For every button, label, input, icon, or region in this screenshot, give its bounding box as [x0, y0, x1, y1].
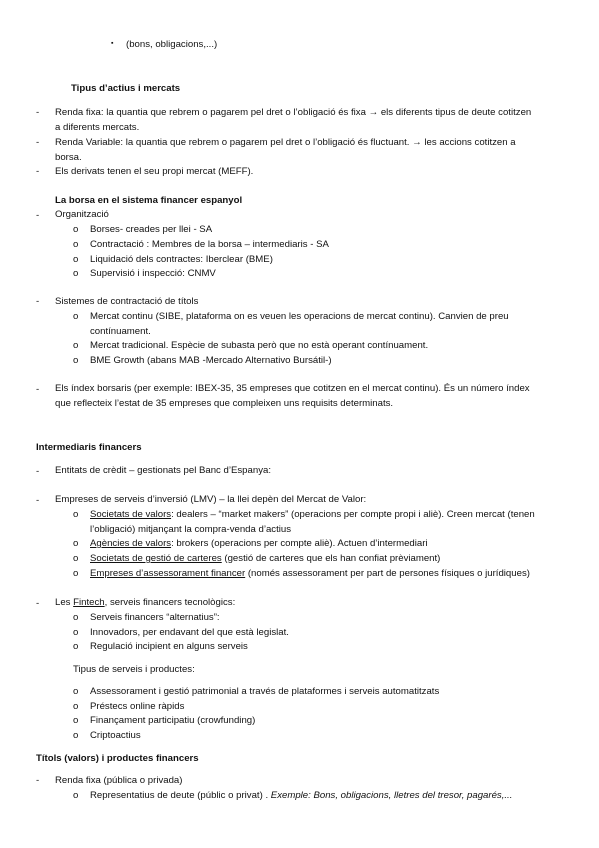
circle-bullet-icon: o — [73, 553, 79, 564]
dash-marker: - — [36, 166, 40, 177]
list-item-mercat-continu-cont: contínuament. — [90, 326, 151, 337]
definition: : brokers (operacions per compte aliè). Actuen d’intermediari — [171, 538, 428, 549]
dash-marker: - — [36, 296, 40, 307]
list-item-bme-growth: BME Growth (abans MAB -Mercado Alternativo Bursátil-) — [90, 355, 332, 366]
list-item-societats-valors — [90, 509, 535, 521]
list-item-gestio-carteres — [90, 553, 440, 565]
section-heading-actius: Tipus d’actius i mercats — [71, 83, 181, 94]
term-agencies-valors: Agències de valors — [90, 538, 172, 549]
list-item: Assessorament i gestió patrimonial a través de plataformes i serveis automatitzats — [90, 686, 440, 697]
list-item-renda-variable-cont: borsa. — [55, 152, 82, 163]
circle-bullet-icon: o — [73, 701, 79, 712]
definition: (gestió de carteres que els han confiat prèviament) — [221, 553, 441, 564]
list-item-renda-fixa-cont: a diferents mercats. — [55, 122, 140, 133]
list-item-assessorament — [90, 568, 530, 580]
dash-marker: - — [36, 137, 40, 148]
list-item-deute — [90, 790, 512, 802]
list-item: Borses- creades per llei - SA — [90, 224, 213, 235]
square-bullet-icon: ▪ — [111, 40, 114, 47]
list-item-renda-fixa: Renda fixa: la quantia que rebrem o pagarem pel dret o l’obligació és fixa → els diferents tipus de deute cotitzen — [55, 107, 532, 118]
circle-bullet-icon: o — [73, 254, 79, 265]
term-gestio-carteres: Societats de gestió de carteres — [90, 553, 222, 564]
circle-bullet-icon: o — [73, 268, 79, 279]
list-item-renda-variable: Renda Variable: la quantia que rebrem o pagarem pel dret o l’obligació és fluctuant. → les accions cotitzen a — [55, 137, 516, 148]
circle-bullet-icon: o — [73, 730, 79, 741]
list-item-index: Els índex borsaris (per exemple: IBEX-35, 35 empreses que cotitzen en el mercat continu). És un número índex — [55, 383, 530, 394]
circle-bullet-icon: o — [73, 568, 79, 579]
circle-bullet-icon: o — [73, 715, 79, 726]
list-item-mercat-continu: Mercat continu (SIBE, plataforma on es veuen les operacions de mercat continu). Canvien de preu — [90, 311, 509, 322]
circle-bullet-icon: o — [73, 509, 79, 520]
services-label: Tipus de serveis i productes: — [73, 664, 195, 675]
list-item-index-cont: que reflecteix l’estat de 35 empreses que compleixen uns requisits determinats. — [55, 398, 394, 409]
list-item: Contractació : Membres de la borsa – intermediaris - SA — [90, 239, 329, 250]
circle-bullet-icon: o — [73, 355, 79, 366]
term-assessorament: Empreses d’assessorament financer — [90, 568, 246, 579]
circle-bullet-icon: o — [73, 686, 79, 697]
dash-marker: - — [36, 210, 40, 221]
list-item-societats-valors-cont: l’obligació) mitjançant la compra-venda d’actius — [90, 524, 292, 535]
list-item-agencies-valors — [90, 538, 428, 550]
fintech-prefix: Les — [55, 597, 74, 608]
list-item: Liquidació dels contractes: Iberclear (BME) — [90, 254, 273, 265]
dash-marker: - — [36, 495, 40, 506]
deute-text: Representatius de deute (públic o privat) . — [90, 790, 271, 801]
term-societats-valors: Societats de valors — [90, 509, 172, 520]
circle-bullet-icon: o — [73, 627, 79, 638]
section-heading-intermediaris: Intermediaris financers — [36, 442, 142, 453]
section-heading-titols: Títols (valors) i productes financers — [36, 753, 199, 764]
dash-marker: - — [36, 384, 40, 395]
list-item: Supervisió i inspecció: CNMV — [90, 268, 216, 279]
fintech-rest: , serveis financers tecnològics: — [104, 597, 236, 608]
list-item: Préstecs online ràpids — [90, 701, 185, 712]
list-item-renda-fixa-titols: Renda fixa (pública o privada) — [55, 775, 183, 786]
section-heading-borsa: La borsa en el sistema financer espanyol — [55, 195, 243, 206]
circle-bullet-icon: o — [73, 641, 79, 652]
list-item-esi: Empreses de serveis d’inversió (LMV) – la llei depèn del Mercat de Valor: — [55, 494, 367, 505]
list-item: Serveis financers “alternatius”: — [90, 612, 220, 623]
list-item: Regulació incipient en alguns serveis — [90, 641, 248, 652]
circle-bullet-icon: o — [73, 790, 79, 801]
dash-marker: - — [36, 107, 40, 118]
term-fintech: Fintech — [73, 597, 105, 608]
circle-bullet-icon: o — [73, 340, 79, 351]
definition: : dealers – “market makers” (operacions per compte propi i aliè). Creen mercat (tenen — [171, 509, 535, 520]
circle-bullet-icon: o — [73, 224, 79, 235]
list-item-mercat-tradicional: Mercat tradicional. Espècie de subasta però que no està operant contínuament. — [90, 340, 429, 351]
sistemes-label: Sistemes de contractació de títols — [55, 296, 199, 307]
dash-marker: - — [36, 598, 40, 609]
dash-marker: - — [36, 775, 40, 786]
dash-marker: - — [36, 466, 40, 477]
definition: (només assessorament per part de persones físiques o jurídiques) — [245, 568, 530, 579]
deute-example: Exemple: Bons, obligacions, lletres del tresor, pagarés,... — [270, 790, 513, 801]
list-item: Finançament participatiu (crowfunding) — [90, 715, 256, 726]
list-item-derivats: Els derivats tenen el seu propi mercat (MEFF). — [55, 166, 254, 177]
circle-bullet-icon: o — [73, 612, 79, 623]
circle-bullet-icon: o — [73, 538, 79, 549]
circle-bullet-icon: o — [73, 239, 79, 250]
list-item-fintech — [55, 597, 235, 609]
list-item: Criptoactius — [90, 730, 141, 741]
list-item-credit: Entitats de crèdit – gestionats pel Banc d’Espanya: — [55, 465, 271, 476]
list-item: Innovadors, per endavant del que està legislat. — [90, 627, 289, 638]
circle-bullet-icon: o — [73, 311, 79, 322]
top-bullet-text: (bons, obligacions,...) — [126, 39, 218, 50]
organitzacio-label: Organització — [55, 209, 109, 220]
